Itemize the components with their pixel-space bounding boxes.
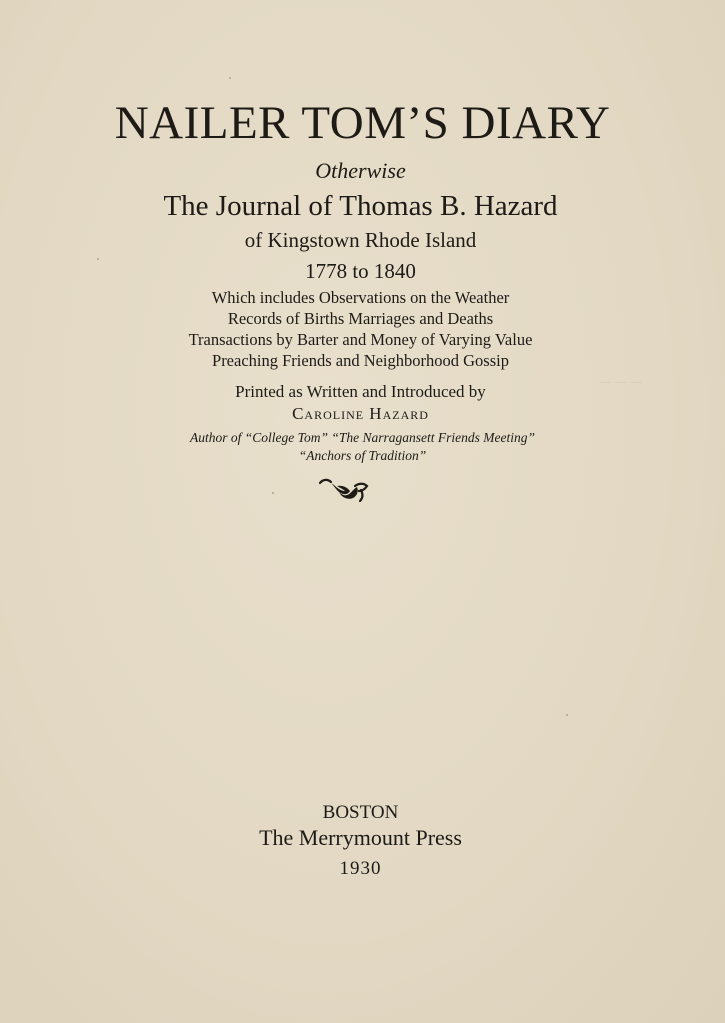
paper-speck (97, 258, 99, 260)
author-works-line: “Anchors of Tradition” (298, 448, 427, 463)
paper-speck (566, 714, 568, 716)
description-line: Which includes Observations on the Weather (211, 288, 510, 307)
description-line: Transactions by Barter and Money of Varying Value (188, 330, 533, 349)
imprint-year: 1930 (339, 858, 382, 879)
author-works-line: Author of “College Tom” “The Narragansett Friends Meeting” (190, 430, 535, 445)
description-line: Records of Births Marriages and Deaths (227, 309, 494, 328)
imprint-press: The Merrymount Press (259, 825, 462, 850)
printed-by-line: Printed as Written and Introduced by (235, 382, 486, 401)
description-line: Preaching Friends and Neighborhood Gossip (212, 351, 509, 370)
imprint-city: BOSTON (322, 802, 399, 823)
book-subtitle: The Journal of Thomas B. Hazard (163, 190, 558, 222)
paper-speck (229, 77, 231, 79)
date-range: 1778 to 1840 (305, 259, 416, 283)
paper-speck (272, 492, 274, 494)
leaf-ornament-icon (317, 477, 371, 503)
book-title: NAILER TOM’S DIARY (114, 97, 611, 149)
otherwise-label: Otherwise (315, 158, 406, 183)
author-name: Caroline Hazard (292, 404, 429, 423)
place-line: of Kingstown Rhode Island (244, 228, 477, 252)
library-stamp: │ │ │ (600, 380, 642, 387)
